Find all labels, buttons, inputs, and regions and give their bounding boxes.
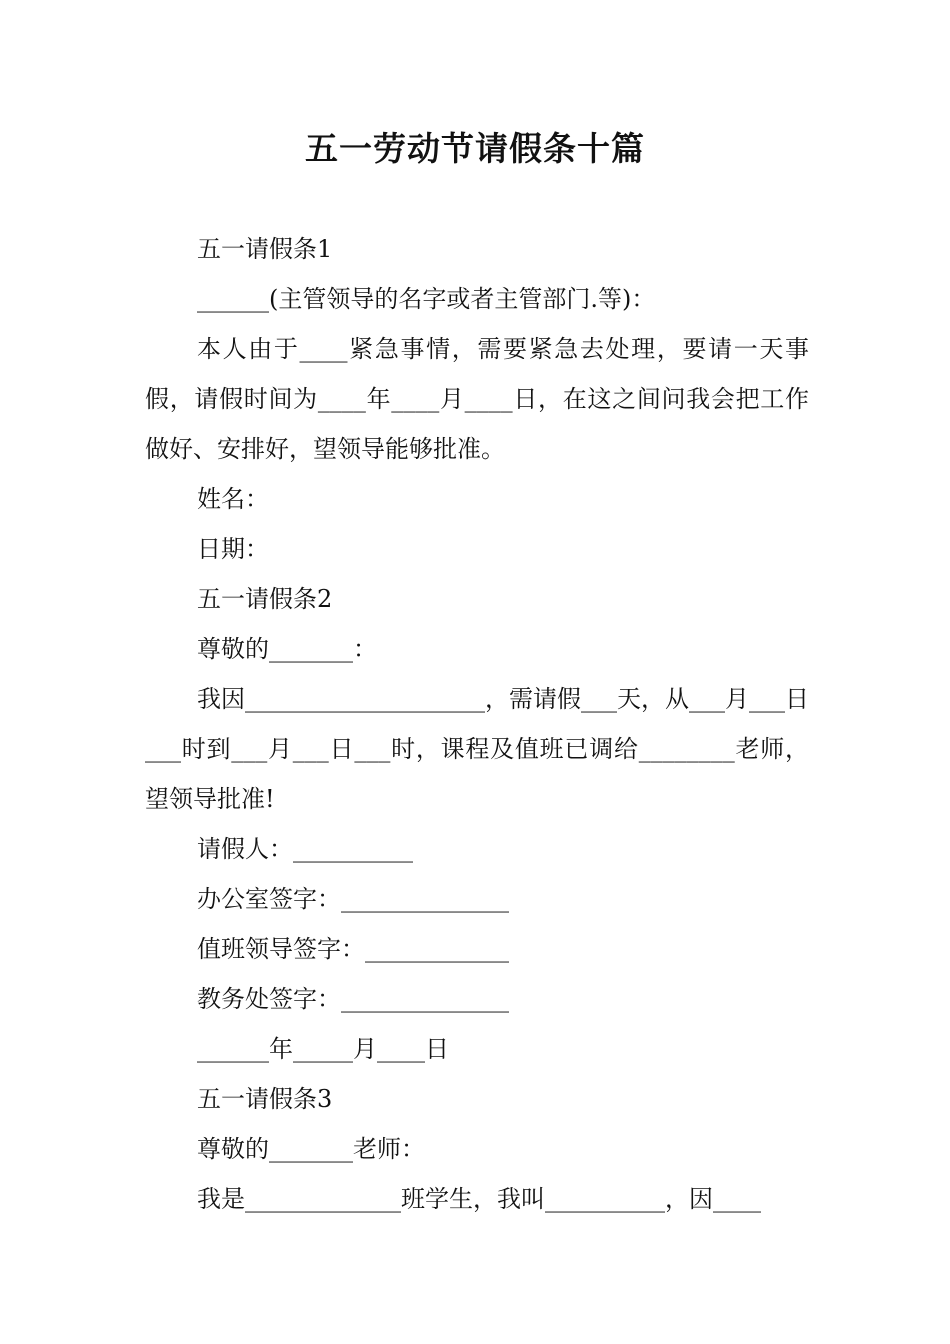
section-heading-3: 五一请假条3 <box>197 1085 333 1113</box>
body-paragraph-1: 本人由于____紧急事情，需要紧急去处理，要请一天事假，请假时间为____年____月____日，在这之间问我会把工作做好、安排好，望领导能够批准。 <box>145 335 809 463</box>
salutation-3: 尊敬的_______老师： <box>197 1135 425 1163</box>
salutation-2: 尊敬的_______： <box>197 635 377 663</box>
salutation-1: ______(主管领导的名字或者主管部门.等)： <box>197 285 656 313</box>
duty-leader-signature-line: 值班领导签字：____________ <box>197 935 509 963</box>
name-field-label: 姓名： <box>197 485 269 513</box>
section-heading-2: 五一请假条2 <box>197 585 333 613</box>
date-field-label: 日期： <box>197 535 269 563</box>
date-line: ______年_____月____日 <box>197 1035 449 1063</box>
document-body <box>145 224 809 1224</box>
academic-office-signature-line: 教务处签字：______________ <box>197 985 509 1013</box>
applicant-signature-line: 请假人：__________ <box>197 835 413 863</box>
body-paragraph-3: 我是_____________班学生，我叫__________，因____ <box>197 1185 761 1213</box>
body-paragraph-2: 我因____________________，需请假___天，从___月___日___时到___月___日___时，课程及值班已调给________老师，望领导批准! <box>145 685 809 813</box>
document-title: 五一劳动节请假条十篇 <box>305 129 645 168</box>
office-signature-line: 办公室签字：______________ <box>197 885 509 913</box>
section-heading-1: 五一请假条1 <box>197 235 333 263</box>
